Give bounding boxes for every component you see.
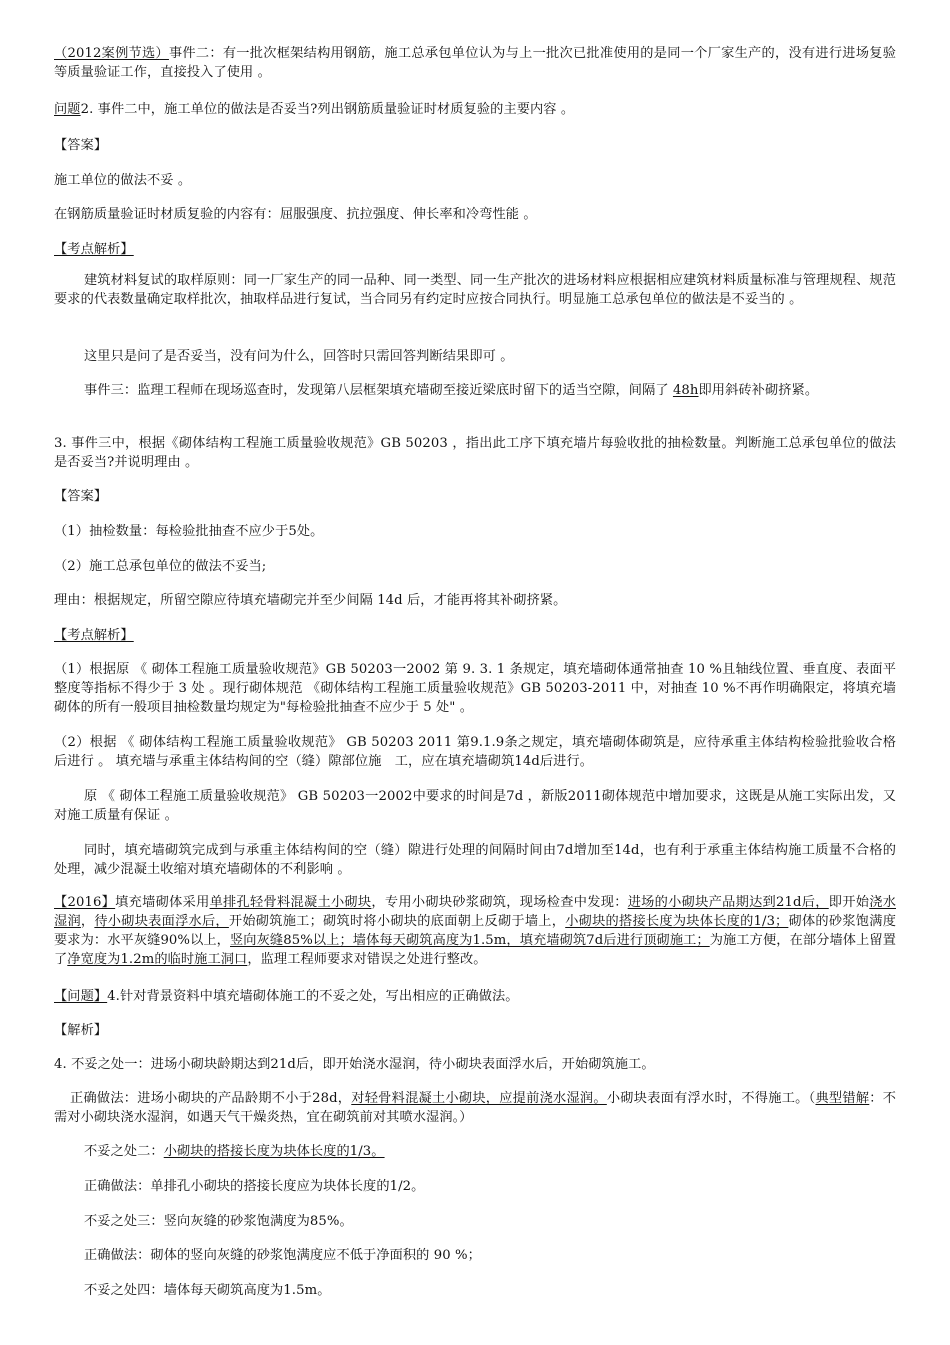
fault-one: 4. 不妥之处一：进场小砌块龄期达到21d后，即开始浇水湿润，待小砌块表面浮水后，开始砌筑施工。 [54, 1057, 655, 1072]
fault-two-label: 不妥之处二： [84, 1144, 164, 1159]
fault-three: 不妥之处三：竖向灰缝的砂浆饱满度为85%。 [84, 1214, 353, 1229]
case-text-4: ，专用小砌块砂浆砌筑，现场检查中发现： [371, 895, 628, 910]
answer-item-1: （1）抽检数量：每检验批抽查不应少于5处。 [54, 524, 324, 539]
case-text-14: 为施工方便，在部分墙体上留置了 [54, 933, 896, 967]
correct-practice-two: 正确做法：单排孔小砌块的搭接长度应为块体长度的1/2。 [84, 1179, 425, 1194]
case-source-tag: （2012案例节选） [54, 46, 169, 61]
fault-four: 不妥之处四：墙体每天砌筑高度为1.5m。 [84, 1283, 331, 1298]
analysis-heading-2: 【考点解析】 [54, 628, 134, 643]
case-text-8: ， [80, 914, 95, 929]
case-text-2: 填充墙砌体采用 [115, 895, 210, 910]
analysis-heading-1: 【考点解析】 [54, 242, 134, 257]
case-text-3: 单排孔轻骨料混凝土小砌块 [209, 895, 372, 910]
analysis-item-1: （1）根据原 《 砌体工程施工质量验收规范》GB 50203一2002 第 9. 3. 1 条规定，填充墙砌体通常抽查 10 %且轴线位置、垂直度、表面平整度等指标不得少于 3 处 。现行砌体规范 《砌体结构工程施工质量验收规范》GB 50203-2011 中，对抽查 10 %不再作明确限定，将填充墙砌体的所有一般项目抽检数量均规定为"每检验批抽查不应少于 5 处" 。 [54, 662, 896, 715]
case-text-15: 净宽度为1.2m的临时施工洞口 [67, 952, 248, 967]
correct-one-text-e: ：不需对小砌块浇水湿润，如遇天气干燥炎热，宜在砌筑前对其喷水湿润。） [54, 1091, 897, 1125]
case-year-tag: 【2016】 [54, 895, 116, 910]
analysis-heading-3: 【解析】 [54, 1023, 108, 1038]
event-three-paragraph [54, 381, 896, 400]
correct-one-text-c: 小砌块表面有浮水时，不得施工。（ [606, 1091, 816, 1106]
question-four-tag: 【问题】 [54, 989, 108, 1004]
case-2016-paragraph [54, 893, 896, 969]
question-three: 3. 事件三中，根据《砌体结构工程施工质量验收规范》GB 50203 ，指出此工序下填充墙片每验收批的抽检数量。判断施工总承包单位的做法是否妥当?并说明理由 。 [54, 436, 896, 470]
correct-practice-three: 正确做法：砌体的竖向灰缝的砂浆饱满度应不低于净面积的 90 %； [84, 1248, 481, 1263]
typical-mistake-label: 典型错解 [815, 1091, 870, 1106]
analysis-paragraph-4: 同时，填充墙砌筑完成到与承重主体结构间的空（缝）隙进行处理的间隔时间由7d增加至14d，也有利于承重主体结构施工质量不合格的处理，减少混凝土收缩对填充墙砌体的不利影响 。 [54, 843, 896, 877]
case-text-13: 竖向灰缝85%以上；墙体每天砌筑高度为1.5m，填充墙砌筑7d后进行顶砌施工； [230, 933, 710, 948]
correct-one-text-b: 对轻骨料混凝土小砌块，应提前浇水湿润。 [351, 1091, 607, 1106]
fault-two-text: 小砌块的搭接长度为块体长度的1/3。 [163, 1144, 385, 1159]
case-text-10: 开始砌筑施工；砌筑时将小砌块的底面朝上反砌于墙上， [228, 914, 566, 929]
question-two-text: 2. 事件二中，施工单位的做法是否妥当?列出钢筋质量验证时材质复验的主要内容 。 [80, 102, 575, 117]
case-text-9: 待小砌块表面浮水后， [94, 914, 229, 929]
case-text-7: 浇水湿润 [54, 895, 896, 929]
event-three-duration: 48h [672, 383, 699, 398]
case-text-5: 进场的小砌块产品期达到21d后， [627, 895, 829, 910]
question-four-text: 4.针对背景资料中填充墙砌体施工的不妥之处，写出相应的正确做法。 [107, 989, 519, 1004]
question-two [54, 100, 896, 119]
analysis-item-2: （2）根据 《 砌体结构工程施工质量验收规范》 GB 50203 2011 第9.1.9条之规定，填充墙砌体砌筑是，应待承重主体结构检验批验收合格后进行 。 填充墙与承重主体结构间的空（缝）隙部位施 工，应在填充墙砌筑14d后进行。 [54, 735, 896, 769]
fault-two [54, 1142, 896, 1161]
case-text-12: 砌体的砂浆饱满度要求为：水平灰缝90%以上， [54, 914, 896, 948]
analysis-paragraph-2: 这里只是问了是否妥当，没有问为什么，回答时只需回答判断结果即可 。 [84, 349, 514, 364]
answer-reason: 理由：根据规定，所留空隙应待填充墙砌完并至少间隔 14d 后，才能再将其补砌挤紧。 [54, 593, 567, 608]
case-text-6: 即开始 [828, 895, 870, 910]
answer-heading-1: 【答案】 [54, 138, 108, 153]
analysis-paragraph-3: 原 《 砌体工程施工质量验收规范》 GB 50203一2002中要求的时间是7d ，新版2011砌体规范中增加要求，这既是从施工实际出发，又对施工质量有保证 。 [54, 789, 896, 823]
answer-line-2: 在钢筋质量验证时材质复验的内容有：屈服强度、抗拉强度、伸长率和冷弯性能 。 [54, 207, 537, 222]
correct-practice-one [54, 1089, 896, 1127]
answer-item-2: （2）施工总承包单位的做法不妥当; [54, 559, 267, 574]
event-two-text: 事件二：有一批次框架结构用钢筋，施工总承包单位认为与上一批次已批准使用的是同一个厂家生产的，没有进行进场复验等质量验证工作，直接投入了使用 。 [54, 46, 896, 80]
case-text-16: ，监理工程师要求对错误之处进行整改。 [247, 952, 487, 967]
event-three-text-c: 即用斜砖补砌挤紧。 [698, 383, 819, 398]
case-text-11: 小砌块的搭接长度为块体长度的1/3； [565, 914, 789, 929]
correct-one-text-a: 正确做法：进场小砌块的产品龄期不小于28d， [70, 1091, 352, 1106]
event-three-text-a: 事件三：监理工程师在现场巡查时，发现第八层框架填充墙砌至接近梁底时留下的适当空隙，间隔了 [84, 383, 673, 398]
answer-heading-2: 【答案】 [54, 489, 108, 504]
analysis-paragraph-1: 建筑材料复试的取样原则：同一厂家生产的同一品种、同一类型、同一生产批次的进场材料应根据相应建筑材料质量标准与管理规程、规范要求的代表数量确定取样批次，抽取样品进行复试，当合同另有约定时应按合同执行。明显施工总承包单位的做法是不妥当的 。 [54, 273, 896, 307]
question-label: 问题 [54, 102, 81, 117]
question-four [54, 987, 896, 1006]
answer-line-1: 施工单位的做法不妥 。 [54, 173, 192, 188]
event-two-paragraph [54, 44, 896, 82]
